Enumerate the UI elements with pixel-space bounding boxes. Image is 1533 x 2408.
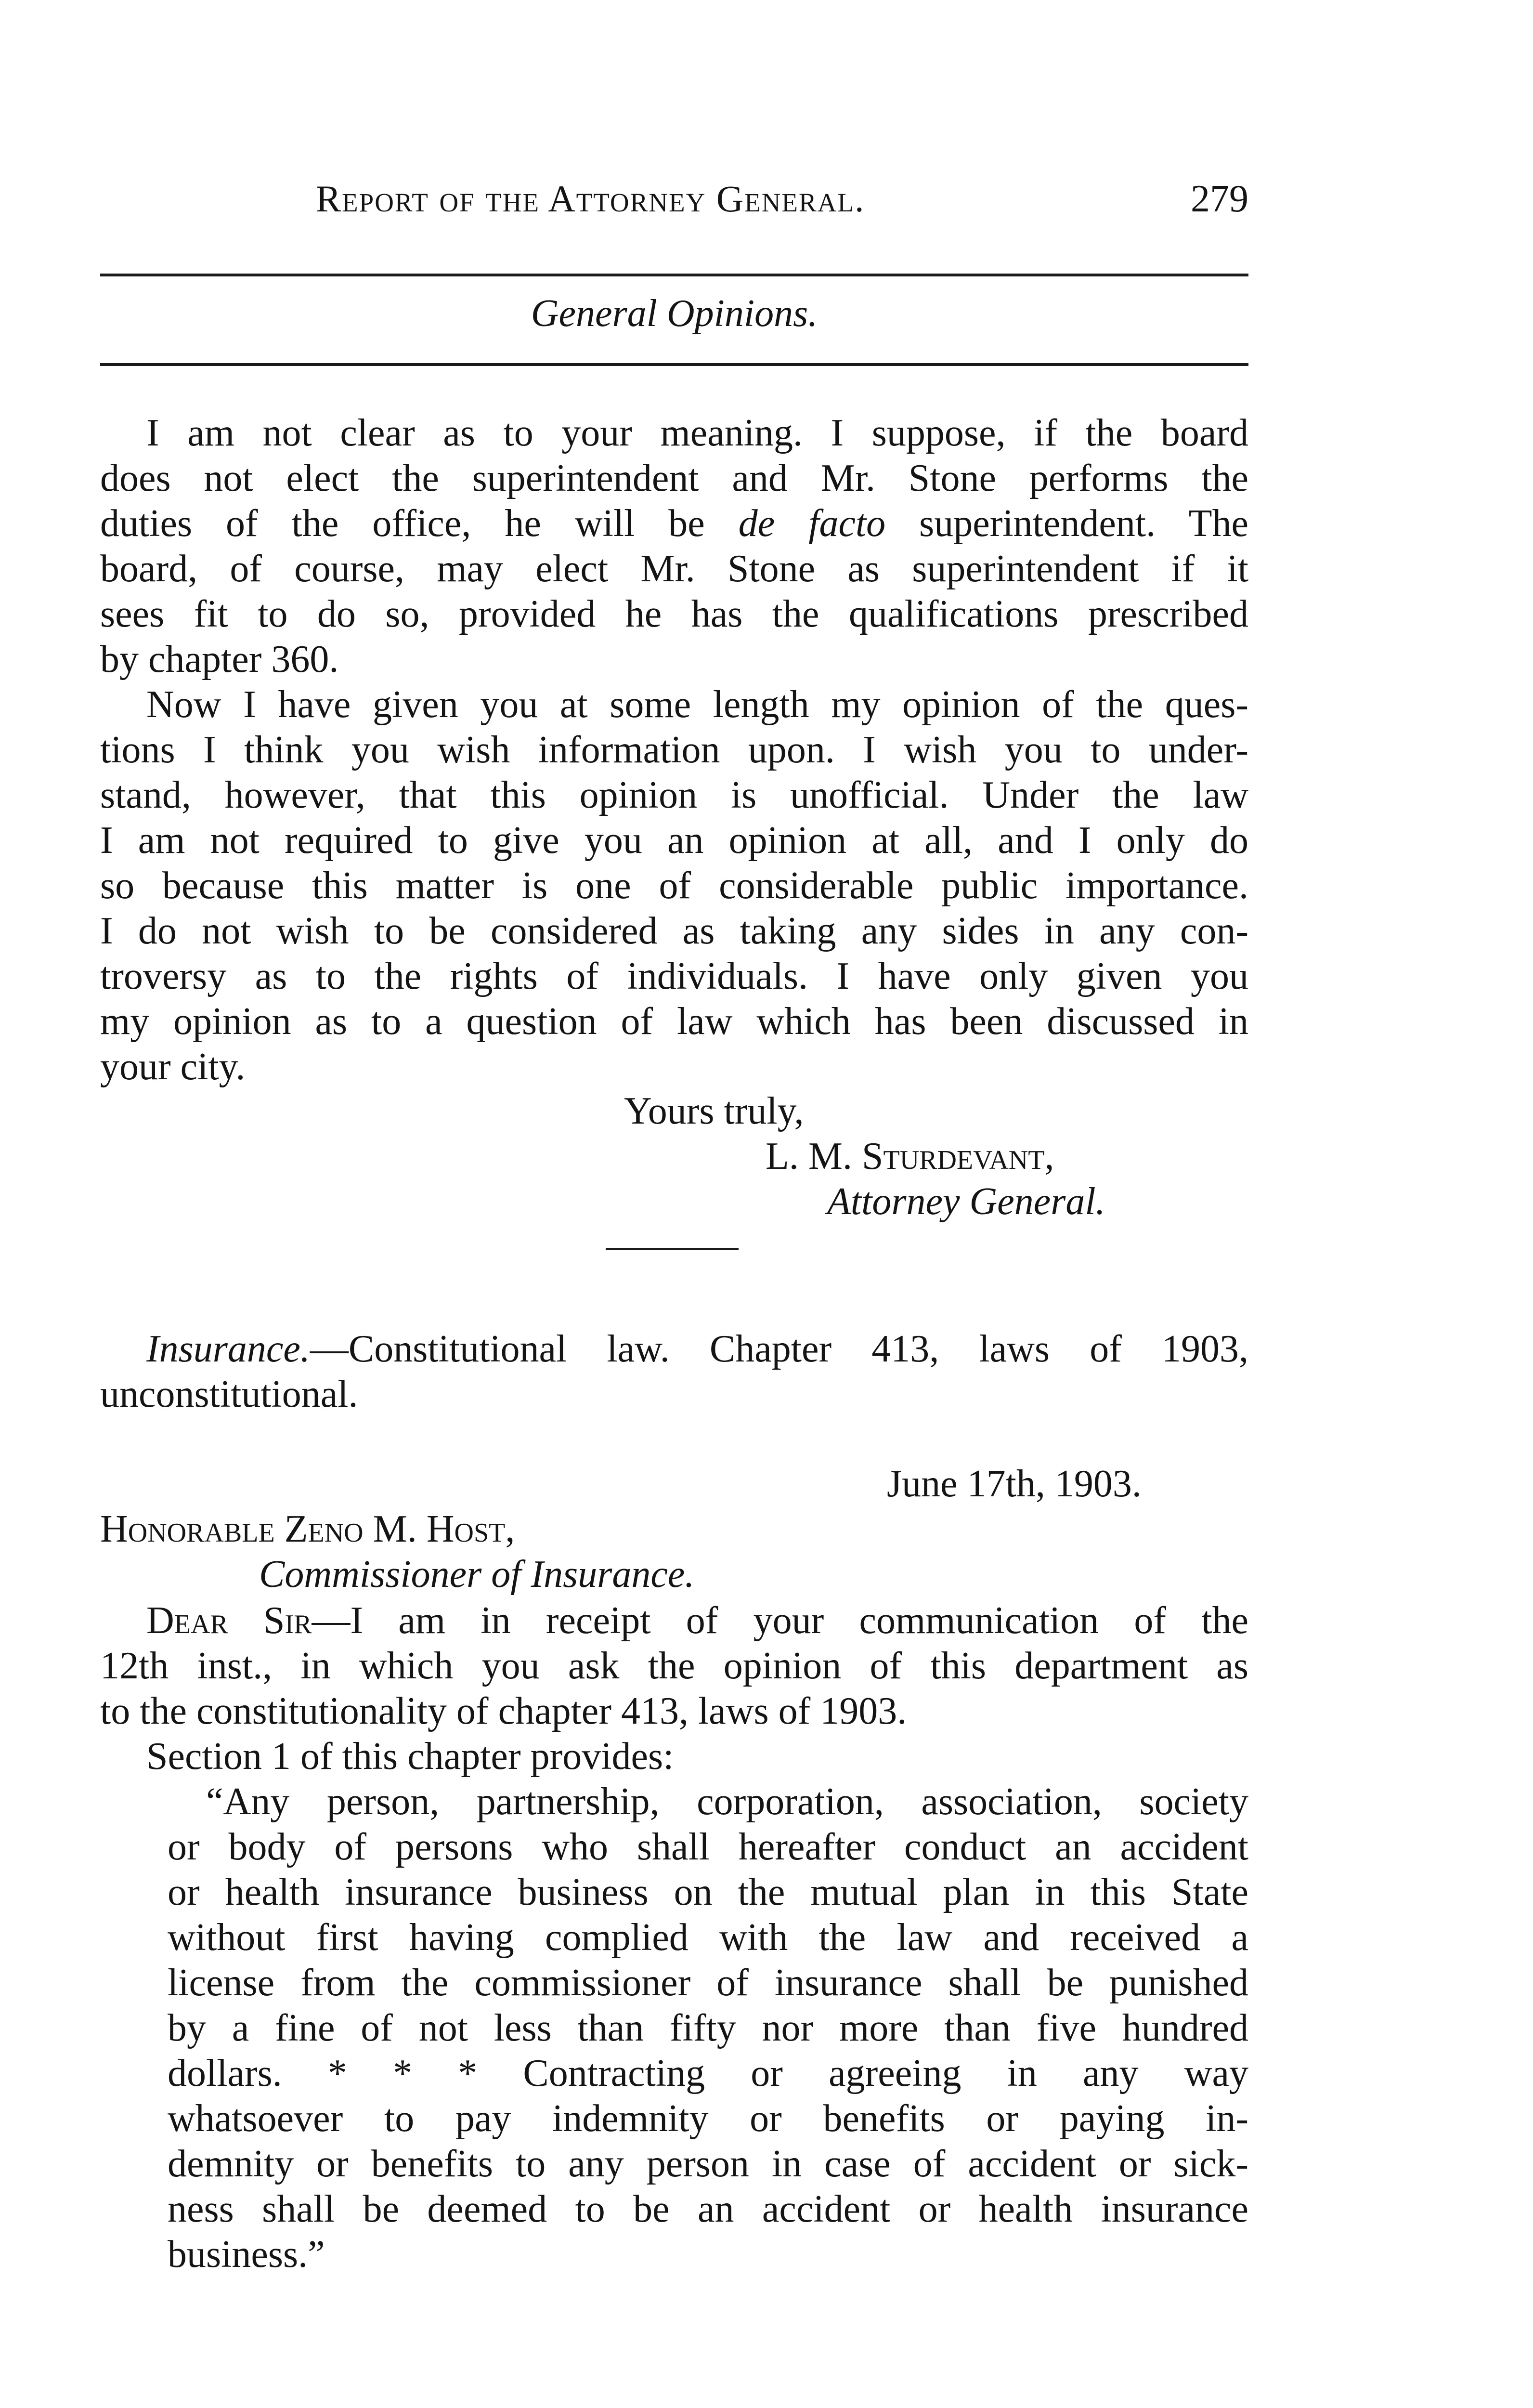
signature	[766, 1135, 1054, 1178]
closing: Yours truly,	[624, 1090, 804, 1132]
text-line: tions I think you wish information upon. I wish you to under-	[100, 729, 1248, 771]
text-line: to the constitutionality of chapter 413, laws of 1903.	[100, 1690, 907, 1732]
statute-quotation	[168, 1779, 1248, 2277]
quote-line: business.”	[168, 2233, 325, 2276]
header-rule-bottom	[100, 363, 1248, 366]
letter-date: June 17th, 1903.	[887, 1463, 1142, 1505]
text-line: sees fit to do so, provided he has the qualifications prescribed	[100, 593, 1248, 635]
text-line: Now I have given you at some length my opinion of the ques-	[146, 683, 1248, 726]
quote-line: whatsoever to pay indemnity or benefits or paying in-	[168, 2097, 1248, 2140]
quote-line: dollars. * * * Contracting or agreeing in any way	[168, 2052, 1248, 2094]
quote-line: ness shall be deemed to be an accident or health insurance	[168, 2188, 1248, 2230]
text-line: 12th inst., in which you ask the opinion of this department as	[100, 1645, 1248, 1687]
text-line: I am not clear as to your meaning. I suppose, if the board	[146, 412, 1248, 454]
addressee-title: Commissioner of Insurance.	[259, 1553, 695, 1596]
text-line: I do not wish to be considered as taking any sides in any con-	[100, 910, 1248, 952]
letter1-paragraph-1	[100, 410, 1248, 682]
letter1-paragraph-2	[100, 682, 1248, 1089]
quote-line: by a fine of not less than fifty nor more than five hundred	[168, 2007, 1248, 2049]
signer-name: L. M. Sturdevant,	[766, 1135, 1054, 1178]
text-line: Dear Sir—I am in receipt of your communication of the	[146, 1599, 1249, 1642]
text-line: stand, however, that this opinion is unofficial. Under the law	[100, 774, 1248, 816]
headnote	[100, 1326, 1248, 1417]
running-head	[100, 177, 1248, 230]
quote-line: “Any person, partnership, corporation, association, society	[206, 1780, 1248, 1823]
quote-line: or health insurance business on the mutual plan in this State	[168, 1871, 1248, 1913]
signer-title: Attorney General.	[827, 1180, 1105, 1223]
text-line: so because this matter is one of considerable public importance.	[100, 864, 1248, 907]
quote-line: license from the commissioner of insurance shall be punished	[168, 1962, 1248, 2004]
text-line: board, of course, may elect Mr. Stone as superintendent if it	[100, 548, 1248, 590]
text-line: does not elect the superintendent and Mr. Stone performs the	[100, 457, 1248, 499]
text-line: Section 1 of this chapter provides:	[146, 1735, 674, 1778]
text-line: duties of the office, he will be de facto superintendent. The	[100, 502, 1249, 545]
quote-line: without first having complied with the law and received a	[168, 1916, 1248, 1959]
addressee: Honorable Zeno M. Host,	[100, 1508, 515, 1550]
salutation: Dear Sir	[146, 1599, 312, 1642]
text-line: your city.	[100, 1046, 246, 1088]
text-line: my opinion as to a question of law which has been discussed in	[100, 1000, 1248, 1043]
running-title: Report of the Attorney General.	[316, 178, 865, 220]
header-rule-top	[100, 274, 1248, 276]
section-heading: General Opinions.	[531, 292, 818, 335]
text-line: I am not required to give you an opinion at all, and I only do	[100, 819, 1248, 862]
page-number: 279	[1191, 178, 1248, 220]
quote-line: or body of persons who shall hereafter conduct an accident	[168, 1826, 1248, 1868]
separator-rule	[606, 1248, 739, 1250]
headnote-line: Insurance.—Constitutional law. Chapter 413, laws of 1903,	[146, 1328, 1248, 1370]
text-line: by chapter 360.	[100, 638, 339, 681]
letter2-body	[100, 1598, 1248, 1779]
text-line: troversy as to the rights of individuals. I have only given you	[100, 955, 1248, 997]
quote-line: demnity or benefits to any person in case of accident or sick-	[168, 2143, 1248, 2185]
headnote-line: unconstitutional.	[100, 1373, 358, 1415]
